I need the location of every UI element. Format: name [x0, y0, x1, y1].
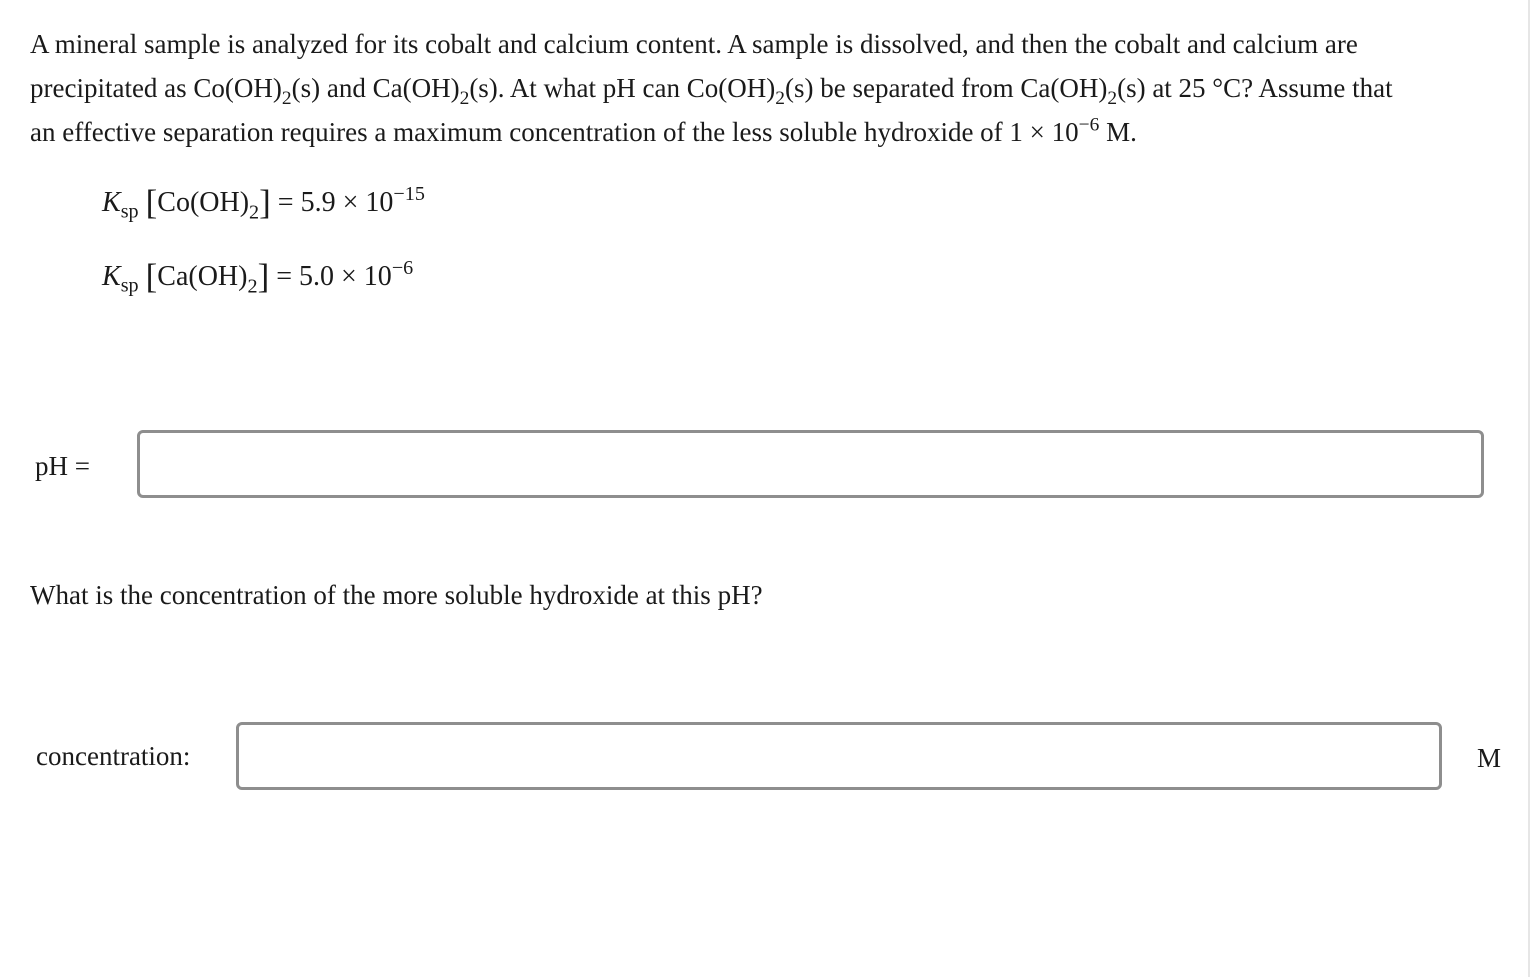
compound-formula: Co(OH) — [157, 187, 250, 219]
problem-text: an effective separation requires a maximum concentration of the less soluble hydroxide of 1 × 10 — [30, 117, 1079, 147]
compound-formula: Ca(OH) — [157, 261, 248, 293]
ph-answer-input[interactable] — [137, 430, 1484, 498]
bracket-open: [ — [145, 183, 158, 222]
ksp-symbol: K — [102, 261, 121, 293]
problem-text: A mineral sample is analyzed for its cobalt and calcium content. A sample is dissolved, and then the cobalt and calcium are — [30, 29, 1358, 59]
problem-text: (s) at 25 °C? Assume that — [1117, 73, 1393, 103]
subscript: 2 — [247, 275, 258, 298]
ksp-exponent: −15 — [393, 183, 425, 206]
problem-text: precipitated as Co(OH) — [30, 73, 282, 103]
problem-text: M. — [1106, 117, 1137, 147]
subscript: 2 — [775, 87, 785, 109]
ksp-symbol: K — [102, 187, 121, 219]
ksp-subscript: sp — [120, 200, 139, 223]
bracket-close: ] — [257, 257, 270, 296]
ksp-value: = 5.9 × 10 — [277, 187, 394, 219]
problem-line-1 — [30, 22, 1510, 66]
problem-text: (s). At what pH can Co(OH) — [469, 73, 776, 103]
problem-text: (s) and Ca(OH) — [291, 73, 460, 103]
bracket-open: [ — [145, 257, 158, 296]
page-right-border — [1528, 0, 1530, 977]
concentration-label: concentration: — [36, 741, 191, 771]
problem-text: (s) be separated from Ca(OH) — [784, 73, 1108, 103]
subscript: 2 — [1107, 87, 1118, 109]
ksp-subscript: sp — [120, 274, 139, 297]
subscript: 2 — [281, 87, 292, 109]
superscript: −6 — [1078, 114, 1100, 136]
subscript: 2 — [459, 87, 470, 109]
ksp-calcium-equation — [102, 257, 413, 297]
ksp-cobalt-equation — [102, 183, 425, 223]
concentration-answer-input[interactable] — [236, 722, 1442, 790]
problem-line-3 — [30, 110, 1510, 154]
follow-up-question: What is the concentration of the more soluble hydroxide at this pH? — [30, 580, 763, 610]
problem-line-2 — [30, 66, 1510, 110]
ksp-value: = 5.0 × 10 — [276, 261, 392, 293]
bracket-close: ] — [259, 183, 271, 222]
problem-statement — [30, 22, 1510, 154]
subscript: 2 — [249, 201, 260, 224]
ph-label: pH = — [35, 451, 90, 481]
concentration-unit: M — [1477, 743, 1502, 773]
ksp-exponent: −6 — [391, 257, 414, 280]
